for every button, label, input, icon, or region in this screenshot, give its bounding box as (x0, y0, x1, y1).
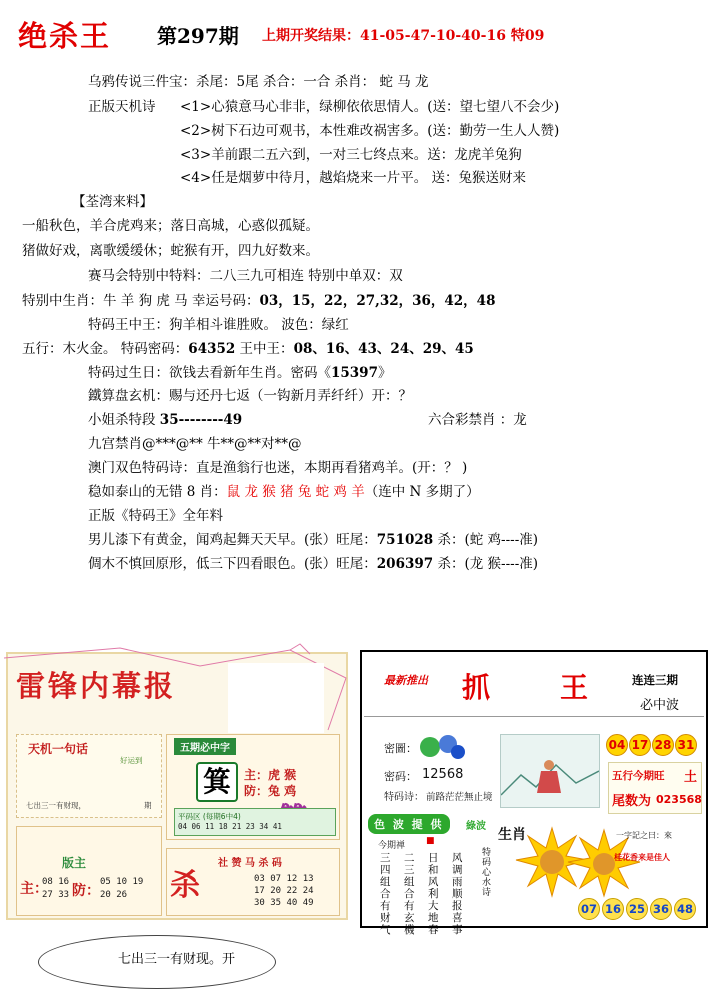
text-line-3: <2>树下石边可观书，本性难改祸害多。(送：勤劳一生人人赞) (180, 123, 560, 139)
jin-marker: ■ (426, 836, 435, 846)
bottom-ball-1: 07 (578, 898, 600, 920)
text-line-21-b: 206397 (376, 556, 434, 572)
banzhu-fang-nums-1: 05 10 19 (100, 877, 144, 887)
text-line-9: 赛马会特别中特料：二八三九可相连 特别中单双：双 (88, 268, 403, 284)
weishu-value: 023568 (656, 793, 702, 806)
shama-row-1: 03 07 12 13 (254, 874, 314, 884)
top-ball-3: 28 (652, 734, 674, 756)
bottom-ball-4: 36 (650, 898, 672, 920)
color-wave-label: 色 波 提 供 (368, 814, 450, 834)
mitu-balls-icon (418, 732, 468, 762)
poem-col-2: 二三组合有玄機 (404, 852, 415, 936)
text-line-4: <3>羊前跟二五六到，一对三七终点来。送：龙虎羊兔狗 (180, 147, 522, 163)
text-line-13 (88, 361, 391, 381)
text-line-16: 九宫禁肖@***@** 牛**@**对**@ (88, 436, 302, 452)
text-line-15-right: 六合彩禁肖 ：龙 (428, 412, 527, 428)
wuqi-heading: 五期必中字 (174, 738, 236, 755)
text-line-15 (88, 408, 242, 428)
cloud-text: 七出三一有财现。开 (118, 952, 236, 967)
text-line-2: <1>心猿意马心非非，绿柳依依思情人。(送：望七望八不会少) (180, 99, 560, 115)
banzhu-zhu-label: 主： (20, 881, 48, 897)
ping-nums: 04 06 11 18 21 23 34 41 (178, 822, 282, 831)
text-line-20 (88, 528, 538, 548)
text-line-15-a: 小姐杀特段 (88, 412, 160, 428)
text-line-17: 澳门双色特码诗：直是渔翁行也迷，本期再看猪鸡羊。(开：？ ) (88, 460, 468, 476)
poem-col-1: 三四组合有财气 (380, 852, 391, 936)
banzhu-box (16, 826, 162, 916)
last-result-numbers: 41-05-47-10-40-16 (360, 28, 506, 44)
page-title: 绝杀王 (18, 19, 112, 53)
right-separator (364, 716, 704, 717)
issue-number: 第297期 (157, 24, 239, 48)
text-line-21-a: 倜木不慎回原形，低三下四看眼色。(张）旺尾： (88, 556, 377, 572)
zhu-text: 主：虎 猴 (244, 768, 297, 782)
text-line-12-b: 64352 (188, 341, 236, 357)
wuxing-label: 五行今期旺 (612, 770, 665, 782)
last-result (262, 25, 544, 45)
left-panel-blank (228, 663, 324, 733)
left-panel-title: 雷锋内幕报 (16, 669, 177, 703)
bottom-ball-2: 16 (602, 898, 624, 920)
text-line-2-label: 正版天机诗 (88, 99, 156, 115)
text-line-6: 【荃湾来料】 (72, 194, 153, 210)
text-line-12-c: 王中王： (235, 341, 294, 357)
teshi-label: 特码诗： (384, 792, 424, 803)
text-line-18-c: （连中 N 多期了） (364, 484, 480, 500)
poem-col-3: 日和风利大地春 (428, 852, 439, 936)
text-line-13-c: 》 (377, 365, 392, 381)
text-line-13-a: 特码过生日：欲钱去看新年生肖。密码《 (88, 365, 331, 381)
text-line-18-b: 鼠 龙 猴 猪 兔 蛇 鸡 羊 (226, 484, 365, 500)
bottom-ball-3: 25 (626, 898, 648, 920)
shengxiao-label: 生肖 (498, 827, 526, 843)
tianji-heading: 天机一句话 (28, 742, 89, 756)
bottom-ball-5: 48 (674, 898, 696, 920)
poem-col-4: 风调雨顺报喜事 (452, 852, 463, 936)
banzhu-fang-label: 防： (72, 883, 100, 899)
text-line-1: 乌鸦传说三件宝：杀尾：5尾 杀合：一合 杀肖： 蛇 马 龙 (88, 74, 429, 90)
mima-value: 12568 (422, 767, 464, 782)
text-line-7: 一船秋色，羊合虎鸡来；落日高城，心惑似孤疑。 (22, 218, 319, 234)
banzhu-zhu-nums-2: 27 33 (42, 890, 70, 900)
text-line-21 (88, 552, 538, 572)
text-line-20-c: 杀：(蛇 鸡----准) (433, 532, 539, 548)
right-title-a: 抓 (462, 671, 493, 704)
last-result-label: 上期开奖结果： (262, 28, 360, 44)
mitu-label: 密圖： (384, 742, 417, 755)
tianji-seven-text: 七出三一有财现， (26, 801, 86, 810)
text-line-12-a: 五行：木火金。 特码密码： (22, 341, 189, 357)
text-line-12 (22, 337, 474, 357)
banzhu-zhu-nums-1: 08 16 (42, 877, 70, 887)
right-title-b: 王 (560, 671, 591, 704)
shama-heading: 社 赞 马 杀 码 (218, 858, 282, 869)
text-line-10 (22, 289, 495, 309)
ping-label: 平码区 (每期6中4) (178, 812, 241, 821)
text-line-13-b: 15397 (331, 365, 378, 381)
top-ball-1: 04 (606, 734, 628, 756)
right-streak: 连连三期 (632, 673, 678, 687)
fang-text: 防：兔 鸡 (244, 784, 297, 798)
teshi-value: 前路茫茫無止境 (426, 792, 493, 803)
text-line-8: 猪做好戏，离歌缓缓休；蛇猴有开，四九好数来。 (22, 243, 319, 259)
last-result-special: 特09 (510, 28, 545, 44)
pair-text: 一字記之曰：來 (616, 831, 672, 840)
text-line-20-a: 男儿漆下有黄金，闻鸡起舞天天早。(张）旺尾： (88, 532, 377, 548)
mima-label: 密码： (384, 770, 417, 783)
banzhu-fang-nums-2: 20 26 (100, 890, 128, 900)
dog-left-icon (540, 850, 564, 874)
tianji-issue: 期 (144, 801, 152, 810)
text-line-12-d: 08、16、43、24、29、45 (293, 341, 474, 357)
weishu-label: 尾数为 (612, 794, 652, 809)
text-line-18-a: 稳如泰山的无错 8 肖： (88, 484, 227, 500)
flower-text: 桂花香来是佳人 (614, 852, 670, 862)
shama-row-2: 17 20 22 24 (254, 886, 314, 896)
right-bizhong: 必中波 (640, 698, 680, 713)
right-tag: 最新推出 (384, 674, 428, 687)
mitu-symbols (418, 732, 468, 766)
big-char: 箕 (196, 762, 238, 802)
text-line-11: 特码王中王：狗羊相斗谁胜败。 波色：绿红 (88, 317, 349, 333)
special-poem-label: 特码心水诗 (482, 848, 492, 898)
text-line-18 (88, 480, 480, 500)
text-line-14: 鐵算盘玄机：赐与还丹七返（一钩新月弄纤纤）开：？ (88, 388, 412, 404)
landscape-illustration (501, 735, 599, 807)
text-line-10-b: 03，15，22，27,32，36，42，48 (259, 293, 496, 309)
wuxing-value: 土 (684, 770, 698, 785)
tianji-small: 好运到 (120, 756, 143, 765)
text-line-20-b: 751028 (376, 532, 434, 548)
banzhu-label: 版主 (62, 856, 87, 870)
dog-right-icon (593, 853, 615, 875)
landscape-picture (500, 734, 600, 808)
text-line-15-b: 35--------49 (159, 412, 243, 428)
top-ball-2: 17 (629, 734, 651, 756)
text-line-19: 正版《特码王》全年料 (88, 508, 223, 524)
color-wave-value: 綠波 (466, 821, 486, 832)
shama-row-3: 30 35 40 49 (254, 898, 314, 908)
sha-char: 杀 (170, 868, 200, 903)
top-ball-4: 31 (675, 734, 697, 756)
text-line-5: <4>任是烟萝中待月，越焰烧来一片平。 送：兔猴送财来 (180, 170, 527, 186)
text-line-21-c: 杀：(龙 猴----准) (433, 556, 539, 572)
text-line-10-a: 特别中生肖：牛 羊 狗 虎 马 幸运号码： (22, 293, 260, 309)
jin-label: 今期禅 (378, 841, 406, 851)
